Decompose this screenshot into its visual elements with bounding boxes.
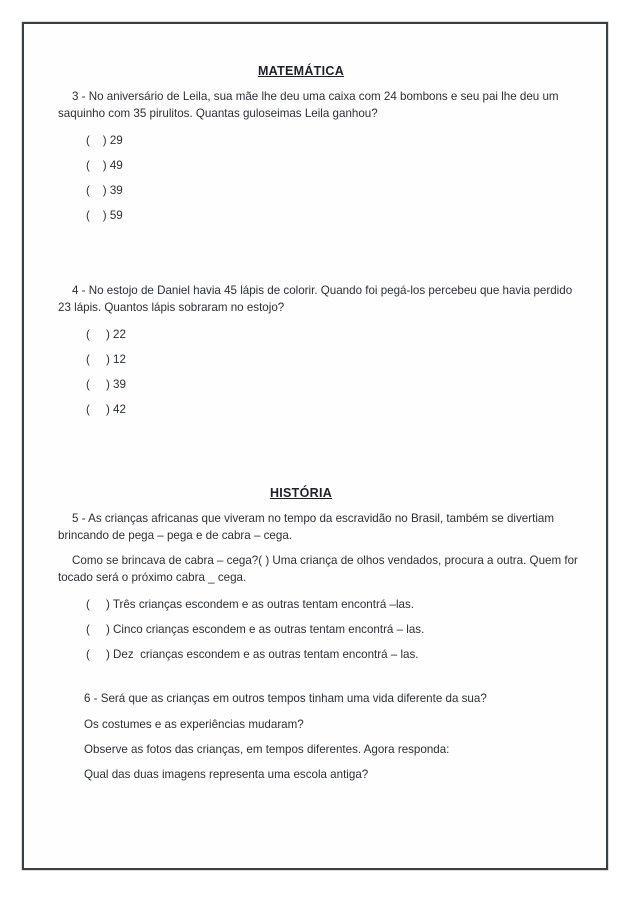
question-6-text: 6 - Será que as crianças em outros tempos tinham uma vida diferente da sua? xyxy=(84,692,487,705)
option-row[interactable] xyxy=(58,157,588,182)
question-4-text: 4 - No estojo de Daniel havia 45 lápis de colorir. Quando foi pegá-los percebeu que havia perdido 23 lápis. Quantos lápis sobraram no estojo? xyxy=(58,284,573,314)
option-row[interactable] xyxy=(58,376,588,401)
section-heading-label: MATEMÁTICA xyxy=(257,64,345,78)
question-4-options xyxy=(58,326,588,426)
question-6-lines xyxy=(58,716,588,791)
question-5-option-3: ( ) Dez crianças escondem e as outras tentam encontrá – las. xyxy=(86,648,419,661)
question-3-text: 3 - No aniversário de Leila, sua mãe lhe deu uma caixa com 24 bombons e seu pai lhe deu um saquinho com 35 pirulitos. Quantas guloseimas Leila ganhou? xyxy=(58,90,559,120)
worksheet-border xyxy=(22,22,608,870)
option-row[interactable] xyxy=(58,401,588,426)
question-4-option-1: ( ) 22 xyxy=(86,328,126,341)
section-heading-historia xyxy=(24,486,578,500)
option-row[interactable] xyxy=(58,182,588,207)
question-6-line-3: Qual das duas imagens representa uma escola antiga? xyxy=(84,768,369,781)
question-5 xyxy=(58,510,588,544)
section-heading-matematica xyxy=(24,64,578,78)
option-row[interactable] xyxy=(58,596,588,621)
question-3-option-3: ( ) 39 xyxy=(86,184,123,197)
question-3-option-4: ( ) 59 xyxy=(86,209,123,222)
question-5-explanation xyxy=(58,552,588,586)
section-heading-label: HISTÓRIA xyxy=(269,486,333,500)
question-4-option-2: ( ) 12 xyxy=(86,353,126,366)
option-row[interactable] xyxy=(58,351,588,376)
question-5-options xyxy=(58,596,588,671)
question-3 xyxy=(58,88,588,122)
question-4-option-4: ( ) 42 xyxy=(86,403,126,416)
question-6-line-2: Observe as fotos das crianças, em tempos diferentes. Agora responda: xyxy=(84,743,450,756)
question-5-text: 5 - As crianças africanas que viveram no tempo da escravidão no Brasil, também se divertiam brincando de pega – pega e de cabra – cega. xyxy=(58,512,555,542)
question-5-text-2: Como se brincava de cabra – cega?( ) Uma criança de olhos vendados, procura a outra. Quem for tocado será o próximo cabra _ cega. xyxy=(58,554,578,584)
option-row[interactable] xyxy=(58,132,588,157)
question-5-option-2: ( ) Cinco crianças escondem e as outras tentam encontrá – las. xyxy=(86,623,425,636)
question-6 xyxy=(58,690,588,707)
worksheet-content xyxy=(24,24,606,868)
option-row[interactable] xyxy=(58,646,588,671)
question-3-option-1: ( ) 29 xyxy=(86,134,123,147)
question-5-option-1: ( ) Três crianças escondem e as outras tentam encontrá –las. xyxy=(86,598,414,611)
option-row[interactable] xyxy=(58,621,588,646)
question-4 xyxy=(58,282,588,316)
option-row[interactable] xyxy=(58,207,588,232)
option-row[interactable] xyxy=(58,326,588,351)
question-3-option-2: ( ) 49 xyxy=(86,159,123,172)
question-4-option-3: ( ) 39 xyxy=(86,378,126,391)
question-3-options xyxy=(58,132,588,232)
question-6-line-1: Os costumes e as experiências mudaram? xyxy=(84,718,304,731)
